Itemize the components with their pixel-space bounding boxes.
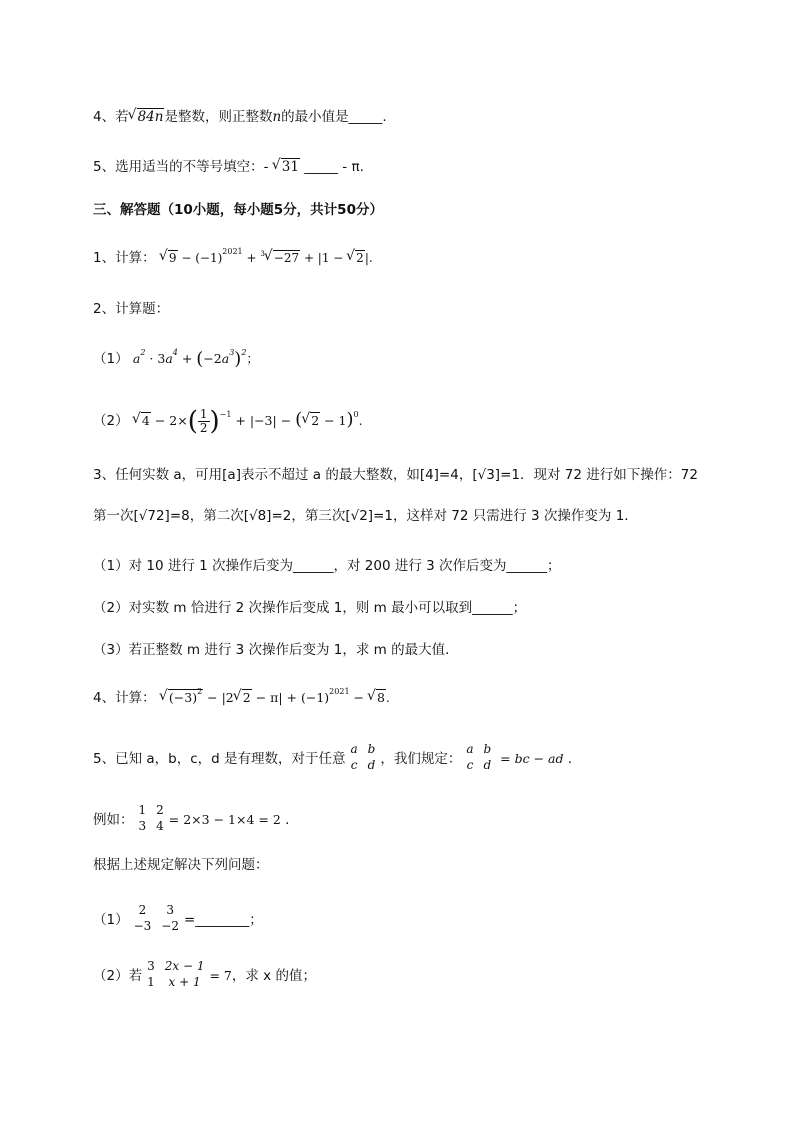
problem-5-intro: 5、已知 a，b，c，d 是有理数，对于任意 a b c d ，我们规定： a b c d = bc − ad . bbox=[93, 742, 573, 772]
determinant: 3 2x − 1 1 x + 1 bbox=[147, 959, 205, 989]
problem-5-example: 例如： 1 2 3 4 = 2×3 − 1×4 = 2 . bbox=[93, 803, 290, 833]
math-expression: $a^2 \cdot 3a^4 + (-2a^3)^2$； bbox=[132, 348, 259, 370]
determinant: 1 2 3 4 bbox=[138, 803, 164, 833]
problem-5-sub2: （2）若 3 2x − 1 1 x + 1 = 7，求 x 的值； bbox=[93, 959, 316, 989]
problem-1: 1、计算： √ $9 - (-1)^{2021} + ^3√ -27 + |1$ − √ 2|. bbox=[93, 248, 373, 268]
problem-2-sub2: （2） √ 4 − 2×( $\frac{1}{2})^{-1} + |-3|$ − (√ 2 − 1)$^0$. bbox=[93, 408, 363, 435]
problem-5-instruction: 根据上述规定解决下列问题： bbox=[93, 857, 269, 873]
math-expression: √ $(-3)^2 - |2√$ $2 - \pi| + (-1)^{2021}$ − √ 8. bbox=[160, 690, 390, 705]
problem-3-sub3: （3）若正整数 m 进行 3 次操作后变为 1，求 m 的最大值． bbox=[93, 642, 459, 658]
section-heading: 三、解答题（10小题，每小题5分，共计50分） bbox=[93, 202, 383, 218]
problem-5-sub1: （1） 2 3 −3 −2 =________； bbox=[93, 903, 263, 933]
problem-3-line1: 3、任何实数 a，可用[a]表示不超过 a 的最大整数，如[4]=4，[√3]=1．现对 72 进行如下操作：72 bbox=[93, 467, 698, 483]
problem-4: 4、计算： √ $(-3)^2 - |2√$ $2 - \pi| + (-1)^{2021}$ − √ 8. bbox=[93, 688, 390, 708]
sqrt-expression: √ 84n bbox=[129, 107, 165, 127]
math-expression: √ $9 - (-1)^{2021} + ^3√ -27 + |1$ − √ 2|. bbox=[160, 251, 373, 265]
determinant: a b c d bbox=[350, 742, 376, 772]
problem-2-label: 2、计算题： bbox=[93, 301, 170, 317]
problem-3-sub2: （2）对实数 m 恰进行 2 次操作后变成 1，则 m 最小可以取到______； bbox=[93, 600, 527, 616]
math-expression: √ 4 − 2×( $\frac{1}{2})^{-1} + |-3|$ − (√ 2 − 1)$^0$. bbox=[133, 413, 363, 428]
problem-3-line2: 第一次[√72]=8，第二次[√8]=2，第三次[√2]=1，这样对 72 只需进行 3 次操作变为 1． bbox=[93, 508, 638, 524]
determinant: a b c d bbox=[466, 742, 492, 772]
determinant: 2 3 −3 −2 bbox=[133, 903, 179, 933]
sqrt-expression: √ 31 bbox=[273, 157, 300, 177]
fill-question-4: 4、若√ 84n是整数，则正整数n的最小值是_____. bbox=[93, 107, 387, 127]
problem-2-sub1: （1） $a^2 \cdot 3a^4 + (-2a^3)^2$； bbox=[93, 348, 259, 370]
fill-question-5: 5、选用适当的不等号填空：- √ 31 _____ - π. bbox=[93, 157, 364, 177]
problem-3-sub1: （1）对 10 进行 1 次操作后变为______，对 200 进行 3 次作后变为______； bbox=[93, 558, 561, 574]
